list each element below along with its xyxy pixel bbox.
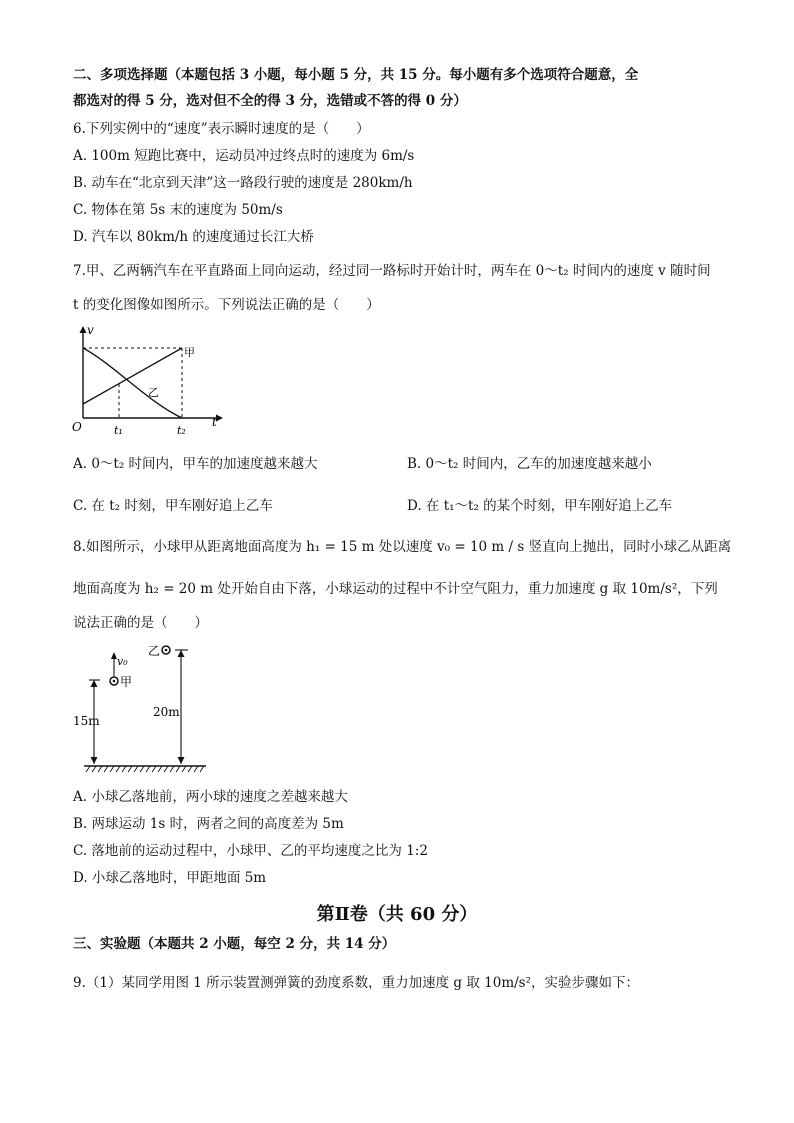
section2-heading-line1: 二、多项选择题（本题包括 3 小题，每小题 5 分，共 15 分。每小题有多个选项符合题意，全 (73, 67, 639, 83)
q7-option-b: B. 0～t₂ 时间内，乙车的加速度越来越小 (407, 456, 652, 472)
origin-label: O (72, 420, 82, 434)
t1-label: t₁ (114, 424, 123, 437)
label-ball-jia: 甲 (120, 675, 133, 689)
t2-label: t₂ (177, 424, 186, 437)
dim-20m-arrow-down (178, 757, 185, 764)
q8-stem-line1: 8.如图所示，小球甲从距离地面高度为 h₁ = 15 m 处以速度 v₀ = 10 m / s 竖直向上抛出，同时小球乙从距离 (73, 539, 732, 555)
label-v0: v₀ (117, 655, 128, 668)
part2-title: 第Ⅱ卷（共 60 分） (316, 904, 478, 925)
dim-15m-arrow-up (91, 680, 98, 687)
dim-15m-arrow-down (91, 757, 98, 764)
q6-option-c: C. 物体在第 5s 末的速度为 50m/s (73, 202, 283, 218)
label-15m: 15m (73, 714, 100, 728)
q8-balls-figure (70, 638, 210, 774)
q7-velocity-graph (68, 322, 228, 440)
label-ball-yi: 乙 (148, 644, 161, 658)
yi-curve-label: 乙 (148, 386, 159, 399)
q7-option-c: C. 在 t₂ 时刻，甲车刚好追上乙车 (73, 498, 273, 514)
section2-heading-line2: 都选对的得 5 分，选对但不全的得 3 分，选错或不答的得 0 分） (73, 93, 467, 109)
jia-curve-label: 甲 (184, 346, 195, 359)
q7-option-d: D. 在 t₁～t₂ 的某个时刻，甲车刚好追上乙车 (407, 498, 673, 514)
q8-stem-line2: 地面高度为 h₂ = 20 m 处开始自由下落，小球运动的过程中不计空气阻力，重力加速度 g 取 10m/s²，下列 (73, 581, 718, 597)
q7-option-a: A. 0～t₂ 时间内，甲车的加速度越来越大 (73, 456, 318, 472)
ball-yi-center (165, 649, 168, 652)
ball-jia-center (113, 680, 116, 683)
dim-20m-arrow-up (178, 650, 185, 657)
jia-velocity-line (83, 348, 182, 404)
q7-stem-line1: 7.甲、乙两辆汽车在平直路面上同向运动，经过同一路标时开始计时，两车在 0～t₂ 时间内的速度 v 随时间 (73, 263, 711, 279)
q6-option-a: A. 100m 短跑比赛中，运动员冲过终点时的速度为 6m/s (73, 148, 415, 164)
q8-option-d: D. 小球乙落地时，甲距地面 5m (73, 870, 267, 886)
q6-option-d: D. 汽车以 80km/h 的速度通过长江大桥 (73, 229, 314, 245)
t-axis-arrow (216, 415, 223, 422)
v-axis-label: v (87, 323, 94, 337)
t-axis-label: t (212, 415, 217, 429)
ground-hatching (86, 766, 204, 772)
q8-stem-line3: 说法正确的是（ ） (73, 615, 208, 631)
yi-velocity-curve (83, 348, 182, 418)
q6-option-b: B. 动车在“北京到天津”这一路段行驶的速度是 280km/h (73, 175, 413, 191)
q9-stem: 9.（1）某同学用图 1 所示装置测弹簧的劲度系数，重力加速度 g 取 10m/s²，实验步骤如下： (73, 975, 640, 991)
q6-stem: 6.下列实例中的“速度”表示瞬时速度的是（ ） (73, 121, 370, 137)
q7-stem-line2: t 的变化图像如图所示。下列说法正确的是（ ） (73, 297, 380, 313)
q8-option-c: C. 落地前的运动过程中，小球甲、乙的平均速度之比为 1:2 (73, 843, 428, 859)
label-20m: 20m (153, 705, 180, 719)
q8-option-a: A. 小球乙落地前，两小球的速度之差越来越大 (73, 789, 348, 805)
section3-heading: 三、实验题（本题共 2 小题，每空 2 分，共 14 分） (73, 936, 396, 952)
q8-option-b: B. 两球运动 1s 时，两者之间的高度差为 5m (73, 816, 344, 832)
v-axis-arrow (80, 326, 87, 333)
